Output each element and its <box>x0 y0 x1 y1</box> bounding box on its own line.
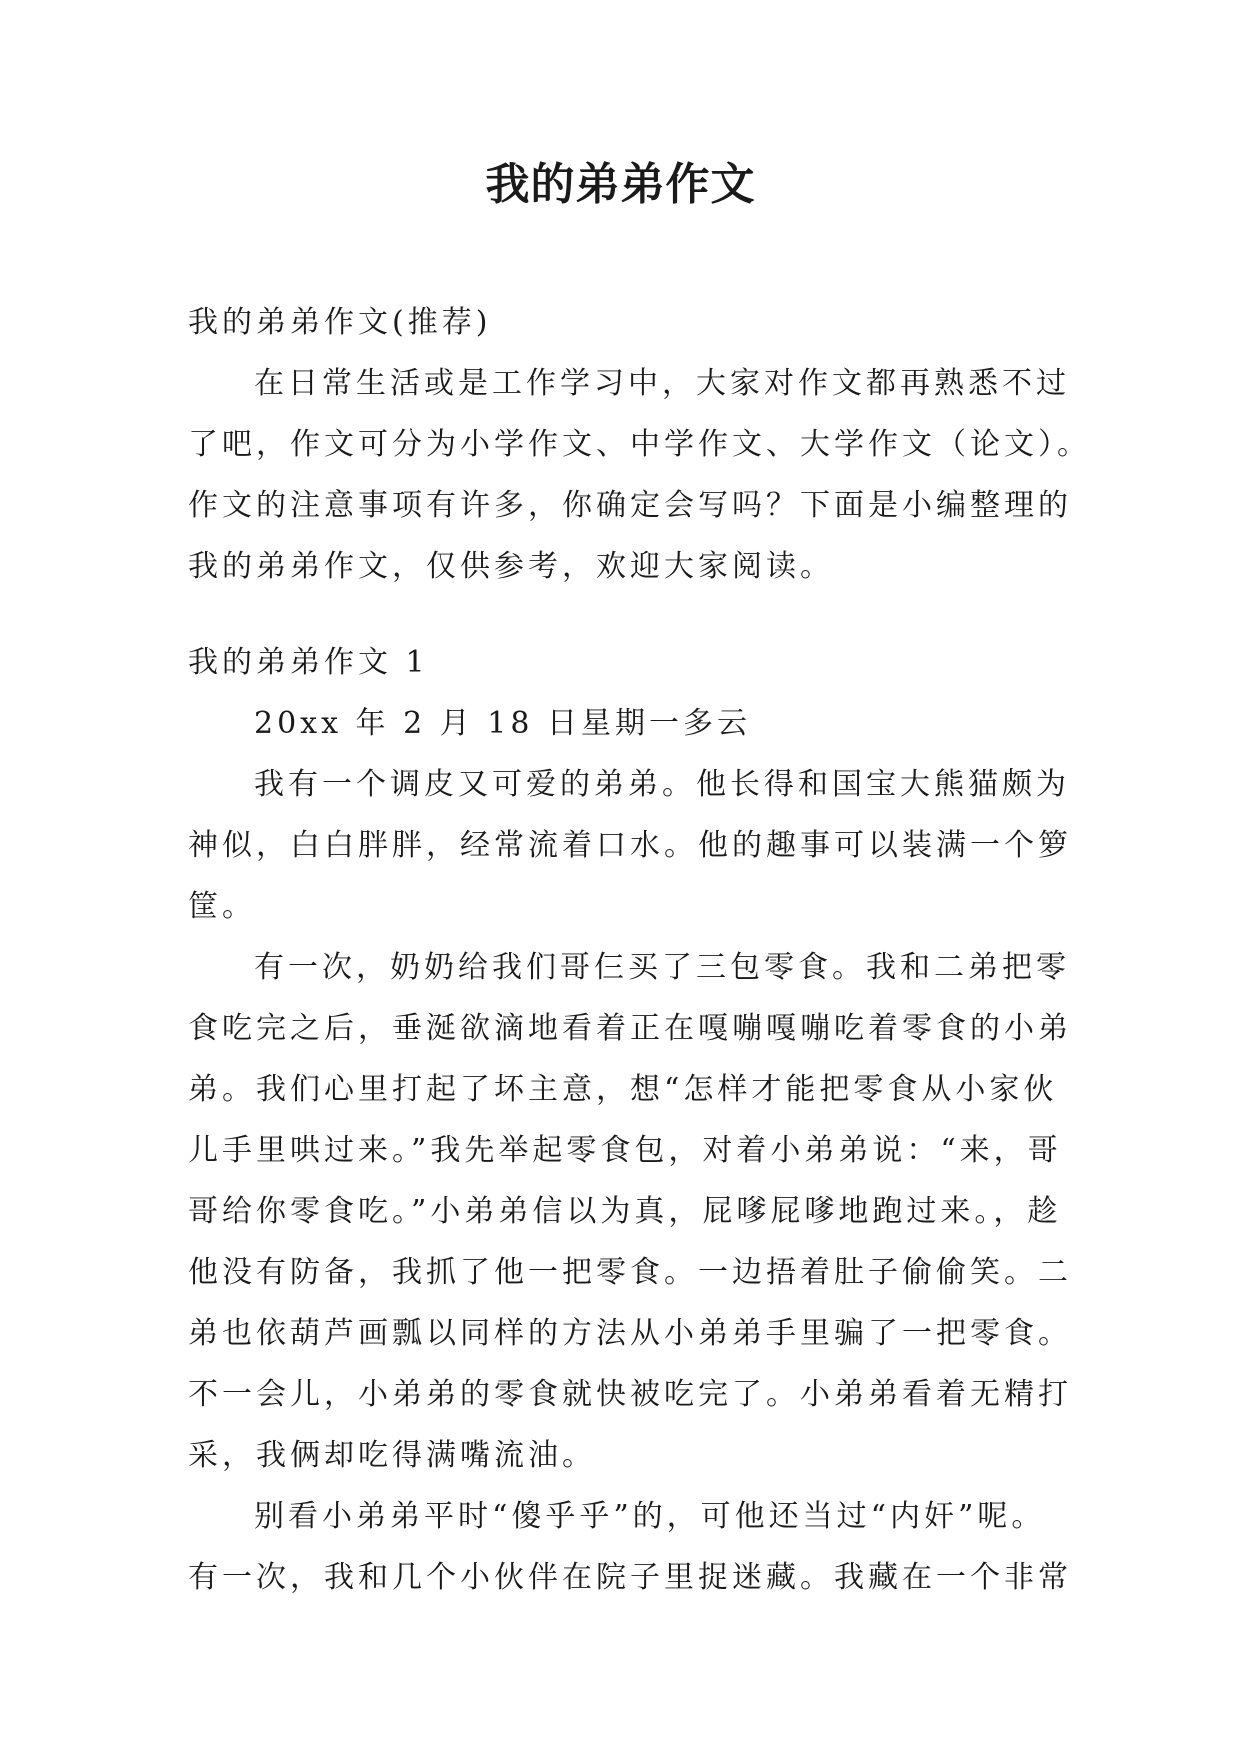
paragraph-line: 了吧，作文可分为小学作文、中学作文、大学作文（论文）。 <box>188 427 1091 462</box>
document-title: 我的弟弟作文 <box>485 159 756 210</box>
document-body <box>188 292 1091 1608</box>
paragraph-line: 我的弟弟作文，仅供参考，欢迎大家阅读。 <box>188 549 834 584</box>
paragraph-line: 食吃完之后，垂涎欲滴地看着正在嘎嘣嘎嘣吃着零食的小弟 <box>188 1011 1072 1046</box>
paragraph-line: 筐。 <box>188 889 256 924</box>
paragraph-line: 弟。我们心里打起了坏主意，想“怎样才能把零食从小家伙 <box>188 1072 1058 1107</box>
document-subtitle: 我的弟弟作文(推荐) <box>188 305 492 340</box>
paragraph-line: 哥给你零食吃。”小弟弟信以为真，屁嗲屁嗲地跑过来。，趁 <box>188 1194 1062 1229</box>
paragraph-line: 采，我俩却吃得满嘴流油。 <box>188 1438 596 1473</box>
paragraph-line: 别看小弟弟平时“傻乎乎”的，可他还当过“内奸”呢。 <box>254 1499 1046 1534</box>
paragraph-line: 有一次，我和几个小伙伴在院子里捉迷藏。我藏在一个非常 <box>188 1560 1072 1595</box>
paragraph-line: 我有一个调皮又可爱的弟弟。他长得和国宝大熊猫颇为 <box>254 767 1070 802</box>
paragraph-line: 弟也依葫芦画瓢以同样的方法从小弟弟手里骗了一把零食。 <box>188 1316 1072 1351</box>
paragraph-1 <box>188 754 1072 937</box>
paragraph-line: 有一次，奶奶给我们哥仨买了三包零食。我和二弟把零 <box>254 950 1070 985</box>
spacer <box>188 597 1068 632</box>
section-heading: 我的弟弟作文 1 <box>188 645 429 680</box>
paragraph-3 <box>188 1486 1072 1608</box>
paragraph-line: 儿手里哄过来。”我先举起零食包，对着小弟弟说：“来，哥 <box>188 1133 1062 1168</box>
paragraph-line: 神似，白白胖胖，经常流着口水。他的趣事可以装满一个箩 <box>188 828 1072 863</box>
paragraph-line: 在日常生活或是工作学习中，大家对作文都再熟悉不过 <box>254 366 1070 401</box>
date-line: 20xx 年 2 月 18 日星期一多云 <box>254 706 751 741</box>
intro-paragraph <box>188 353 1091 597</box>
paragraph-line: 不一会儿，小弟弟的零食就快被吃完了。小弟弟看着无精打 <box>188 1377 1072 1412</box>
paragraph-2 <box>188 937 1072 1486</box>
paragraph-line: 他没有防备，我抓了他一把零食。一边捂着肚子偷偷笑。二 <box>188 1255 1072 1290</box>
paragraph-line: 作文的注意事项有许多，你确定会写吗？下面是小编整理的 <box>188 488 1072 523</box>
